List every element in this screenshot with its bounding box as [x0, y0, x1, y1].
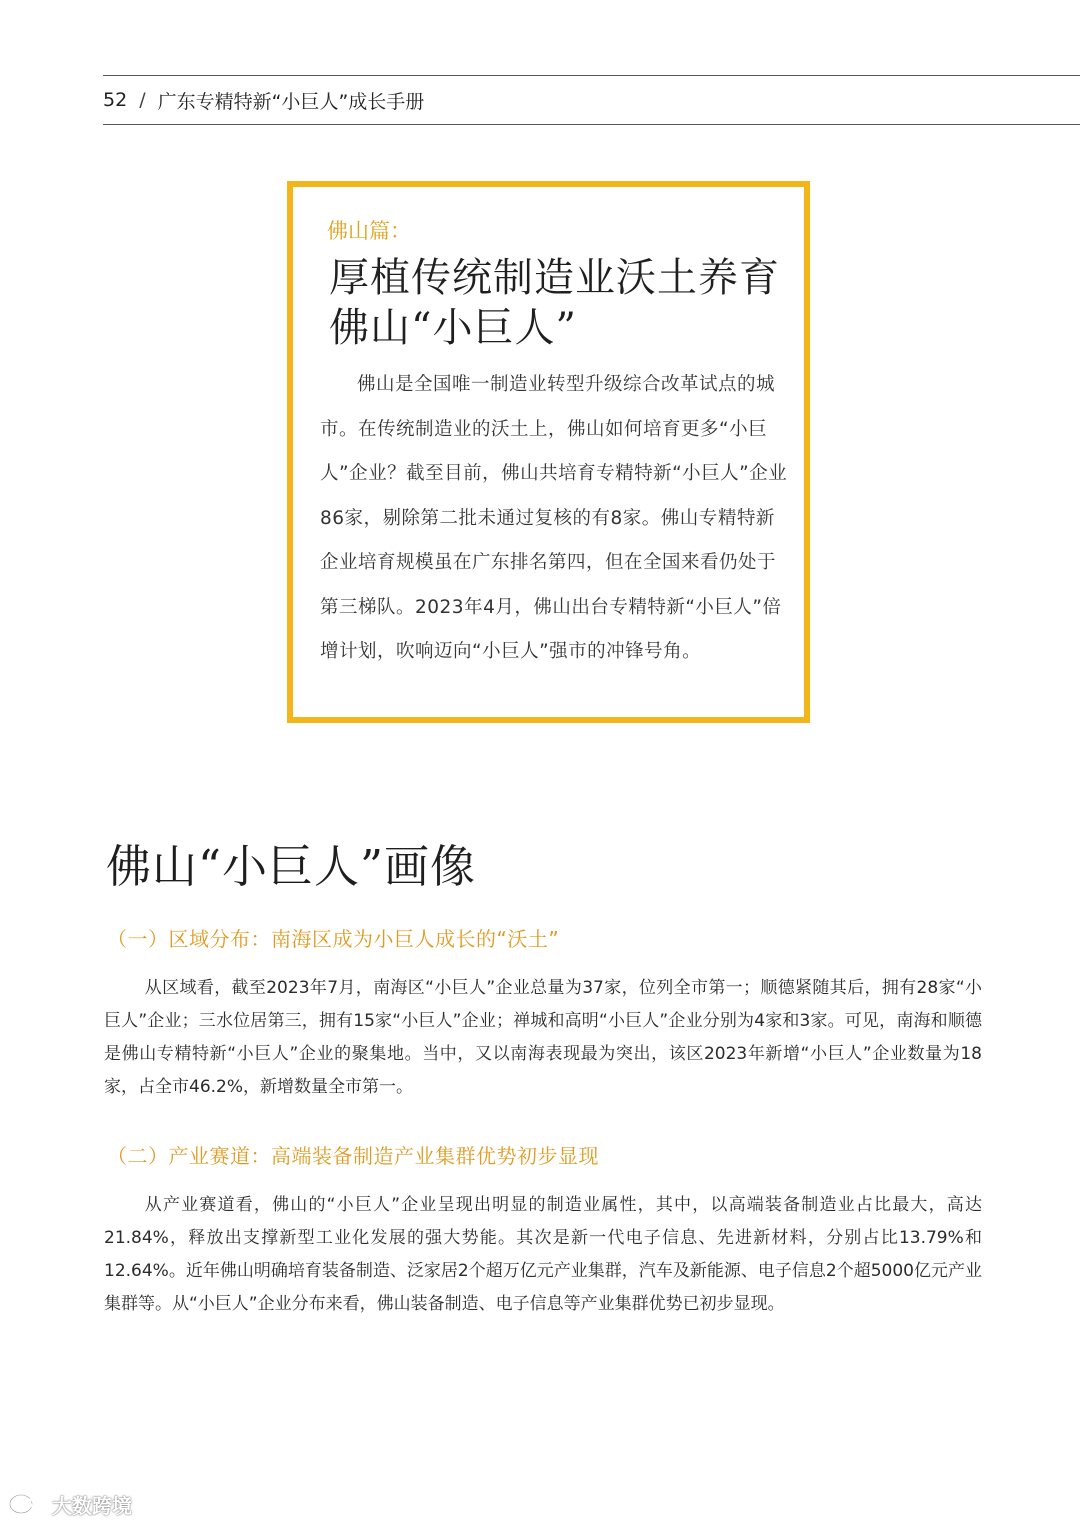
book-title: 广东专精特新“小巨人”成长手册	[157, 90, 425, 113]
subsection-body-2: 从产业赛道看，佛山的“小巨人”企业呈现出明显的制造业属性，其中，以高端装备制造业占比最大，高达21.84%，释放出支撑新型工业化发展的强大势能。其次是新一代电子信息、先进新材料，分别占比13.79%和12.64%。近年佛山明确培育装备制造、泛家居2个超万亿元产业集群，汽车及新能源、电子信息2个超5000亿元产业集群等。从“小巨人”企业分布来看，佛山装备制造、电子信息等产业集群优势已初步显现。	[104, 1195, 982, 1314]
subsection-heading-1: （一）区域分布：南海区成为小巨人成长的“沃土”	[107, 927, 560, 951]
header-separator: /	[139, 89, 146, 111]
feature-tag: 佛山篇：	[327, 219, 411, 243]
subsection-heading-2: （二）产业赛道：高端装备制造产业集群优势初步显现	[107, 1144, 599, 1168]
feature-intro: 佛山是全国唯一制造业转型升级综合改革试点的城市。在传统制造业的沃土上，佛山如何培育更多“小巨人”企业？截至目前，佛山共培育专精特新“小巨人”企业86家，剔除第二批未通过复核的有8家。佛山专精特新企业培育规模虽在广东排名第四，但在全国来看仍处于第三梯队。2023年4月，佛山出台专精特新“小巨人”倍增计划，吹响迈向“小巨人”强市的冲锋号角。	[320, 374, 788, 662]
subsection-body-1: 从区域看，截至2023年7月，南海区“小巨人”企业总量为37家，位列全市第一；顺德紧随其后，拥有28家“小巨人”企业；三水位居第三，拥有15家“小巨人”企业；禅城和高明“小巨人”企业分别为4家和3家。可见，南海和顺德是佛山专精特新“小巨人”企业的聚集地。当中，又以南海表现最为突出，该区2023年新增“小巨人”企业数量为18家，占全市46.2%，新增数量全市第一。	[104, 978, 982, 1097]
section-title: 佛山“小巨人”画像	[106, 840, 477, 893]
page-number: 52	[103, 89, 128, 111]
watermark-text: 大数跨境	[52, 1494, 132, 1518]
feature-title: 厚植传统制造业沃土养育佛山“小巨人”	[329, 255, 780, 351]
watermark	[8, 1490, 132, 1519]
chat-bubble-icon	[8, 1492, 48, 1518]
feature-box	[287, 181, 810, 723]
page-header	[103, 75, 1080, 125]
